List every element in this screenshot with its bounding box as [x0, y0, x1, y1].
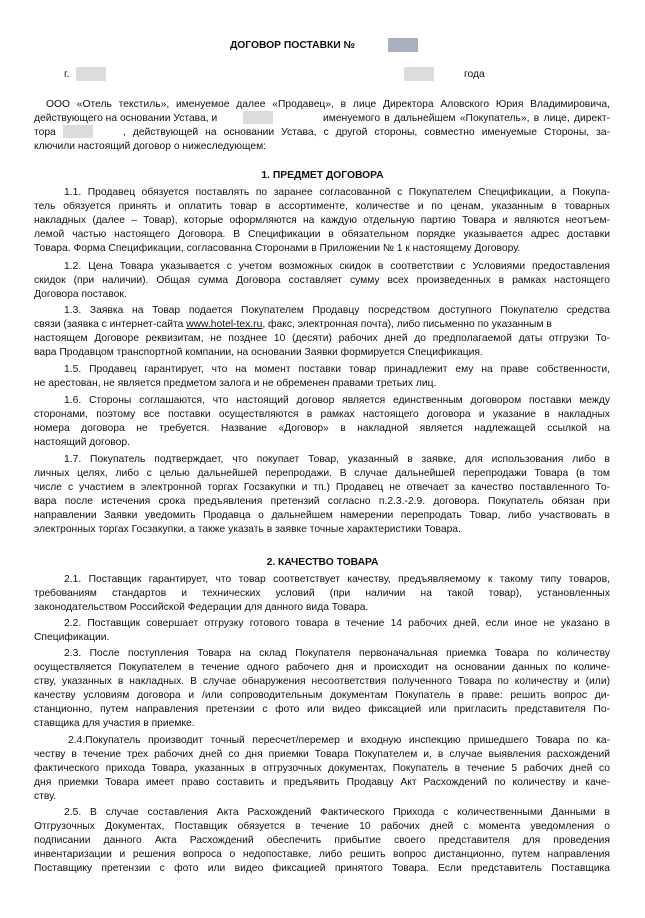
para-line: не арестован, не является предметом залога и не обременен правами третьих лиц.	[34, 378, 437, 389]
para-line: Отгрузочных Документах, Поставщик обязуется в течение 10 рабочих дней с момента уведомления о	[34, 821, 610, 832]
contract-number-redaction	[388, 38, 418, 52]
para-line: 2.1. Поставщик гарантирует, что товар соответствует качеству, предъявляемому к такому типу товаров,	[64, 574, 610, 585]
para-line: лемой частью настоящего Договора. В Спецификации в обязательном порядке указывается адрес доставки	[34, 229, 610, 240]
para-line: станционно, путем направления претензии с фото или видео фиксацией или пригласить представителя По-	[34, 704, 610, 715]
para-line: фактического прихода Товара, указанных в отгрузочных документах, Покупатель в течение 5 рабочих дней со	[34, 763, 610, 774]
document-title: ДОГОВОР ПОСТАВКИ №	[229, 40, 356, 51]
intro-line: тора	[34, 127, 56, 138]
director-name-redaction	[63, 125, 93, 138]
section-heading: 2. КАЧЕСТВО ТОВАРА	[266, 557, 379, 568]
para-line: честву в течение трех рабочих дней со дня приемки Товара Покупателем и, в случае выявления расхождений	[34, 749, 610, 760]
para-line: дня приемки Товара имеет право составить и предъявить Продавцу Акт Расхождений по количеству и каче-	[34, 777, 610, 788]
para-line: личных целях, либо с целью дальнейшей перепродажи. В случае дальнейшей перепродажи Товара (в том	[34, 468, 610, 479]
para-line: 1.7. Покупатель подтверждает, что покупает Товар, указанный в заявке, для использования либо в	[64, 454, 610, 465]
para-line: направлении Заявки уведомить Продавца о дальнейшем намерении перепродать Товар, либо участвовать в	[34, 510, 610, 521]
para-line: качеству условиям договора и /или сопроводительным документам Покупатель в праве: решить вопрос ди-	[34, 690, 610, 701]
intro-line: действующего на основании Устава, и	[34, 113, 218, 124]
para-line: подписании данного Акта Расхождений обеспечить прибытие своего представителя для проведения	[34, 835, 610, 846]
para-line: 2.2. Поставщик совершает отгрузку готового товара в течение 14 рабочих дней, если иное не указано в	[64, 618, 610, 629]
para-line: 1.6. Стороны соглашаются, что настоящий договор является единственным договором поставки между	[64, 395, 610, 406]
para-line: номера договора не требуется. Название «Договор» в накладной является надлежащей ссылкой на	[34, 423, 610, 434]
intro-line: , действующей на основании Устава, с другой стороны, совместно именуемые Стороны, за-	[123, 127, 610, 138]
buyer-name-redaction	[243, 111, 273, 124]
para-line: числе с участием в электронной торгах Госзакупки и тп.) Продавец не отвечает за качество поставленного То-	[34, 482, 610, 493]
para-line: настоящий договор.	[34, 437, 130, 448]
para-line: 1.3. Заявка на Товар подается Покупателем Продавцу посредством доступного Покупателю средства	[64, 305, 610, 316]
para-line: Договора поставок.	[34, 289, 127, 300]
para-line: 2.3. После поступления Товара на склад Покупателя первоначальная приемка Товара по количеству	[64, 648, 610, 659]
intro-line: ООО «Отель текстиль», именуемое далее «Продавец», в лице Директора Аловского Юрия Владимировича,	[46, 99, 610, 110]
para-line: Товара. Форма Спецификации, согласованна Сторонами в Приложении № 1 к настоящему Договору.	[34, 243, 521, 254]
para-line: 1.5. Продавец гарантирует, что на момент поставки товар принадлежит ему на праве собственности,	[64, 364, 610, 375]
para-line: ству.	[34, 791, 57, 802]
para-line: накладных (далее – Товар), которые оформляются на каждую отдельную партию Товара и являются неотъем-	[34, 215, 610, 226]
para-line: электронных торгах Госзакупки, а также указать в заявке точные характеристики Товара.	[34, 524, 461, 535]
para-line: связи (заявка с интернет-сайта www.hotel-tex.ru, факс, электронная почта), либо письменно по указанным в	[34, 319, 552, 330]
city-label: г.	[64, 69, 70, 80]
para-line: 1.2. Цена Товара указывается с учетом возможных скидок в соответствии с Условиями предоставления	[64, 261, 610, 272]
year-label: года	[464, 69, 485, 80]
para-line: ству, указанных в накладных. В случае обнаружения несоответствия полученного Товара по количеству и (или)	[34, 676, 610, 687]
para-line: законодательством Российской Федерации для данного вида Товара.	[34, 602, 369, 613]
para-line: Спецификации.	[34, 632, 110, 643]
para-line: скидок (при наличии). Общая сумма Договора составляет сумму всех произведенных в рамках настоящего	[34, 275, 610, 286]
para-line: осуществляется Покупателем в течение одного рабочего дня и происходит на основании данных по количе-	[34, 662, 610, 673]
section-heading: 1. ПРЕДМЕТ ДОГОВОРА	[261, 170, 384, 181]
para-line: тель обязуется принять и оплатить товар в ассортименте, количестве и по ценам, указанным в товарных	[34, 201, 610, 212]
website-link[interactable]: www.hotel-tex.ru	[186, 319, 263, 330]
para-line: сторонами, поэтому все поставки осуществляются в рамках настоящего договора и указание в накладных	[34, 409, 610, 420]
para-line: требованиям стандартов и технических условий (при наличии на такой товар), установленных	[34, 588, 610, 599]
intro-line: ключили настоящий договор о нижеследующем:	[34, 141, 267, 152]
para-line: настоящем Договоре реквизитам, не позднее 10 (десяти) рабочих дней до предполагаемой даты отгрузки То-	[34, 333, 610, 344]
para-line: Поставщику претензии с фото или видео фиксацией принятого Товара. Если представитель Поставщика	[34, 863, 610, 874]
intro-line: именуемого в дальнейшем «Покупатель», в лице, директ-	[323, 113, 610, 124]
para-line: ставщика для участия в приемке.	[34, 718, 195, 729]
para-line: вара Продавцом транспортной компании, на основании Заявки формируется Спецификация.	[34, 347, 483, 358]
para-line: 2.5. В случае составления Акта Расхождений Фактического Прихода с количественными Данными в	[64, 807, 610, 818]
para-line: 1.1. Продавец обязуется поставлять по заранее согласованной с Покупателем Спецификации, а Покупа-	[64, 187, 610, 198]
para-line: вара после истечения срока предъявления претензий согласно п.2.3.-2.9. договора. Покупатель обязан при	[34, 496, 610, 507]
city-redaction	[76, 67, 106, 81]
para-line: 2.4.Покупатель производит точный пересчет/перемер и входную инспекцию пришедшего Товара по ка-	[68, 735, 610, 746]
date-redaction	[404, 67, 434, 81]
para-line: инвентаризации и решения вопроса о недопоставке, либо решить вопрос дистанционно, путем направления	[34, 849, 610, 860]
